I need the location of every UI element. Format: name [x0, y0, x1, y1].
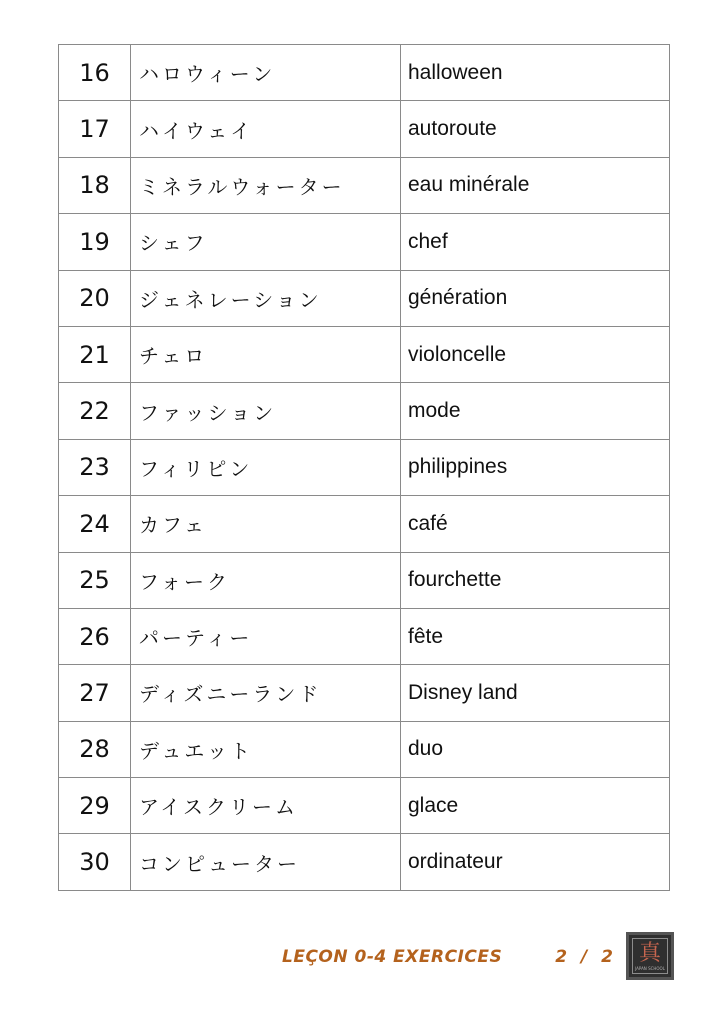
table-row	[59, 778, 670, 834]
japanese-word: チェロ	[131, 326, 401, 382]
logo-subtext: JAPAN SCHOOL	[635, 965, 665, 971]
french-translation: génération	[401, 270, 670, 326]
row-number: 20	[59, 270, 131, 326]
row-number: 25	[59, 552, 131, 608]
french-translation: violoncelle	[401, 326, 670, 382]
row-number: 23	[59, 439, 131, 495]
row-number: 30	[59, 834, 131, 890]
japanese-word: パーティー	[131, 608, 401, 664]
japanese-word: アイスクリーム	[131, 778, 401, 834]
row-number: 26	[59, 608, 131, 664]
row-number: 16	[59, 45, 131, 101]
japanese-word: カフェ	[131, 496, 401, 552]
french-translation: mode	[401, 383, 670, 439]
logo-frame	[632, 938, 668, 974]
table-row	[59, 439, 670, 495]
french-translation: fête	[401, 608, 670, 664]
japanese-word: デュエット	[131, 721, 401, 777]
row-number: 29	[59, 778, 131, 834]
row-number: 17	[59, 101, 131, 157]
japanese-word: コンピューター	[131, 834, 401, 890]
table-row	[59, 383, 670, 439]
french-translation: autoroute	[401, 101, 670, 157]
row-number: 28	[59, 721, 131, 777]
row-number: 24	[59, 496, 131, 552]
japanese-word: ファッション	[131, 383, 401, 439]
table-row	[59, 834, 670, 890]
french-translation: ordinateur	[401, 834, 670, 890]
table-row	[59, 101, 670, 157]
japanese-word: ハイウェイ	[131, 101, 401, 157]
french-translation: fourchette	[401, 552, 670, 608]
row-number: 21	[59, 326, 131, 382]
japanese-word: ミネラルウォーター	[131, 157, 401, 213]
french-translation: duo	[401, 721, 670, 777]
row-number: 27	[59, 665, 131, 721]
japanese-word: ハロウィーン	[131, 45, 401, 101]
table-row	[59, 496, 670, 552]
french-translation: café	[401, 496, 670, 552]
shin-kanji-logo-icon	[626, 932, 674, 980]
french-translation: eau minérale	[401, 157, 670, 213]
logo-kanji: 真	[638, 940, 661, 966]
french-translation: chef	[401, 214, 670, 270]
page-footer	[282, 943, 617, 971]
japanese-word: フィリピン	[131, 439, 401, 495]
table-row	[59, 157, 670, 213]
page-number: 2 / 2	[555, 947, 617, 967]
japanese-word: フォーク	[131, 552, 401, 608]
table-row	[59, 326, 670, 382]
vocabulary-table	[58, 44, 670, 891]
lesson-title: LEÇON 0-4 EXERCICES	[282, 947, 503, 967]
row-number: 18	[59, 157, 131, 213]
french-translation: glace	[401, 778, 670, 834]
table-row	[59, 552, 670, 608]
japanese-word: シェフ	[131, 214, 401, 270]
french-translation: Disney land	[401, 665, 670, 721]
table-row	[59, 665, 670, 721]
japanese-word: ディズニーランド	[131, 665, 401, 721]
table-row	[59, 721, 670, 777]
japanese-word: ジェネレーション	[131, 270, 401, 326]
french-translation: philippines	[401, 439, 670, 495]
row-number: 22	[59, 383, 131, 439]
table-row	[59, 608, 670, 664]
table-row	[59, 270, 670, 326]
french-translation: halloween	[401, 45, 670, 101]
table-row	[59, 45, 670, 101]
row-number: 19	[59, 214, 131, 270]
table-row	[59, 214, 670, 270]
